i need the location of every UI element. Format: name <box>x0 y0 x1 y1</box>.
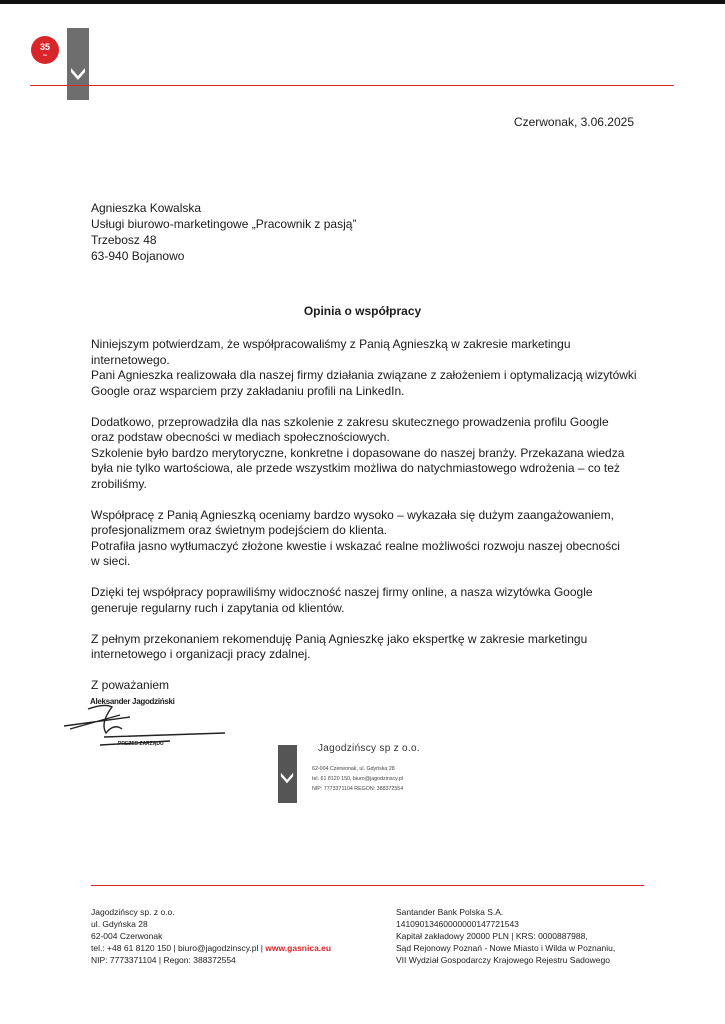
page-top-border <box>0 0 725 4</box>
text-line: zrobiliśmy. <box>91 476 147 491</box>
stamp-logo <box>278 745 297 803</box>
text-line: Współpracę z Panią Agnieszką oceniamy bardzo wysoko – wykazała się dużym zaangażowaniem, <box>91 507 614 522</box>
signatory-role: PREZES ZARZĄDU <box>118 741 164 747</box>
text-line: internetowego i organizacji pracy zdalnej. <box>91 647 311 661</box>
chevron-down-icon <box>280 771 294 785</box>
text-line: Potrafiła jasno wytłumaczyć złożone kwestie i wskazać realne możliwości rozwoju naszej obecności <box>91 538 620 553</box>
footer-ids: NIP: 7773371104 | Regon: 388372554 <box>91 955 236 965</box>
anniversary-badge <box>31 36 59 64</box>
footer-company-info <box>91 906 331 966</box>
text-line: internetowego. <box>91 352 170 367</box>
company-logo-bar <box>67 28 89 100</box>
recipient-street: Trzebosz 48 <box>91 233 157 247</box>
footer-company: Jagodzińscy sp. z o.o. <box>91 907 175 917</box>
text-line: Z poważaniem <box>91 678 170 692</box>
recipient-company: Usługi biurowo-marketingowe „Pracownik z pasją” <box>91 217 357 231</box>
text-line: Pani Agnieszka realizowała dla naszej firmy działania związane z założeniem i optymalizacją wizytówki <box>91 368 637 382</box>
recipient-address <box>91 200 356 264</box>
letter-body <box>91 337 651 709</box>
footer-rule <box>91 885 644 886</box>
paragraph <box>91 337 651 399</box>
text-line: Dodatkowo, przeprowadziła dla nas szkolenie z zakresu skutecznego prowadzenia profilu Google <box>91 414 609 429</box>
footer-bank: Santander Bank Polska S.A. <box>396 907 504 917</box>
recipient-name: Agnieszka Kowalska <box>91 201 202 215</box>
footer-bank-info <box>396 906 615 966</box>
footer-account: 14109013460000000147721543 <box>396 919 519 929</box>
text-line: profesjonalizmem oraz świetnym podejściem do klienta. <box>91 523 388 537</box>
stamp-address: 62-004 Czerwonak, ul. Gdyńska 28 <box>312 766 395 772</box>
footer-contact: tel.: +48 61 8120 150 | biuro@jagodzinscy.pl | <box>91 943 266 953</box>
text-line: oraz podstaw obecności w mediach społecznościowych. <box>91 430 390 444</box>
letter-date: Czerwonak, 3.06.2025 <box>513 115 634 129</box>
text-line: Niniejszym potwierdzam, że współpracowaliśmy z Panią Agnieszką w zakresie marketingu <box>91 337 571 351</box>
chevron-down-icon <box>70 66 86 82</box>
text-line: generuje regularny ruch i zapytania od klientów. <box>91 600 345 615</box>
footer-contact-line <box>91 942 331 954</box>
paragraph <box>91 415 651 493</box>
closing <box>91 678 651 694</box>
letter-title: Opinia o współpracy <box>303 304 422 318</box>
footer-court: Sąd Rejonowy Poznań - Nowe Miasto i Wilda w Poznaniu, <box>396 943 616 953</box>
text-line: Dzięki tej współpracy poprawiliśmy widoczność naszej firmy online, a nasza wizytówka Google <box>91 585 593 599</box>
stamp-company: Jagodzińscy sp z o.o. <box>318 743 420 754</box>
paragraph <box>91 585 651 616</box>
footer-capital: Kapitał zakładowy 20000 PLN | KRS: 0000887988, <box>396 931 588 941</box>
text-line: Google oraz wsparciem przy zakładaniu profili na LinkedIn. <box>91 383 405 398</box>
footer-court-division: VII Wydział Gospodarczy Krajowego Rejestru Sadowego <box>396 955 610 965</box>
stamp-ids: NIP: 7773371104 REGON: 388372554 <box>312 786 404 792</box>
text-line: Z pełnym przekonaniem rekomenduję Panią Agnieszkę jako ekspertkę w zakresie marketingu <box>91 631 588 646</box>
text-line: była nie tylko wartościowa, ale przede wszystkim możliwa do natychmiastowego wdrożenia – co też <box>91 461 620 475</box>
paragraph <box>91 632 651 663</box>
signatory-name: Aleksander Jagodziński <box>90 697 175 706</box>
footer-website-link[interactable]: www.gasnica.eu <box>265 943 332 953</box>
recipient-city: 63-940 Bojanowo <box>91 249 185 263</box>
badge-number: 35 <box>39 42 50 52</box>
stamp-contact: tel. 61 8120 150, biuro@jagodzinscy.pl <box>312 776 403 782</box>
text-line: w sieci. <box>91 554 131 568</box>
footer-city: 62-004 Czerwonak <box>91 931 163 941</box>
paragraph <box>91 508 651 570</box>
footer-street: ul. Gdyńska 28 <box>91 919 148 929</box>
header-rule <box>30 85 674 86</box>
badge-caption: lat <box>43 53 47 57</box>
text-line: Szkolenie było bardzo merytoryczne, konkretne i dopasowane do naszej branży. Przekazana wiedza <box>91 445 625 460</box>
